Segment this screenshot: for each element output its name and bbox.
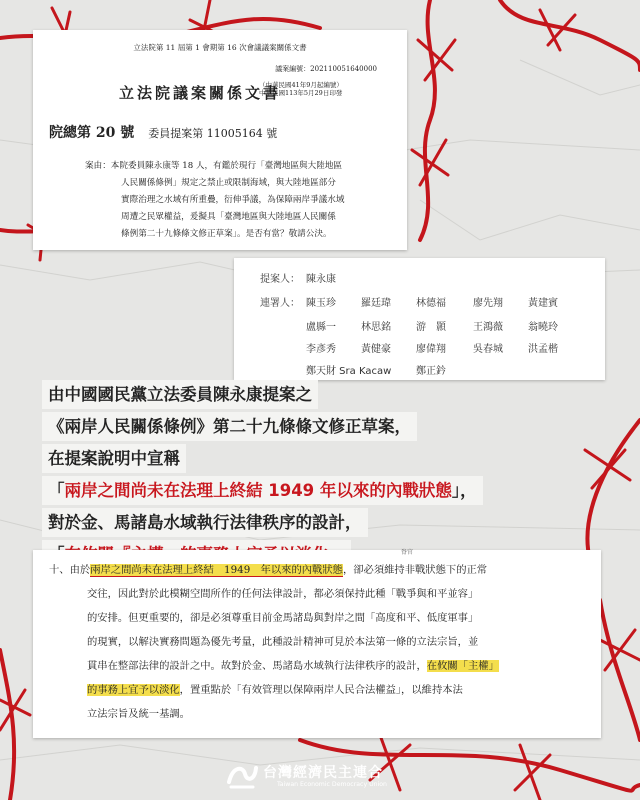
logo-mark-icon [225, 760, 259, 790]
org-name: 台灣經濟民主連合 [263, 765, 383, 781]
quote-line-2: 《兩岸人民關係條例》第二十九條條文修正草案， [42, 412, 417, 441]
subject-line: 實際治理之水域有所重疊，衍伸爭議，為保障兩岸爭議水域 [121, 195, 345, 205]
cosigner-name: 林思銘 [361, 322, 391, 333]
quote-line-3: 在提案說明中宣稱 [42, 444, 186, 473]
cosigner-name: 廖偉翔 [416, 344, 446, 355]
cosigner-name: 吳春城 [473, 344, 503, 355]
explanation-line: 交往，因此對於此模糊空間所作的任何法律設計，都必須保持此種「戰爭與和平並容」 [87, 588, 479, 600]
cosigner-name: 林德福 [416, 298, 446, 309]
cosigner-name: 李彥秀 [306, 344, 336, 355]
subject-line: 案由：本院委員陳永康等 18 人，有鑑於現行「臺灣地區與大陸地區 [85, 161, 343, 171]
bill-document-header [33, 30, 407, 250]
explanation-text: ，卻必須維持非戰狀態下的正常 [342, 564, 488, 576]
proposer-list [234, 258, 605, 380]
quote-callout [42, 380, 483, 572]
cosigner-name: 盧縣一 [306, 322, 336, 333]
document-number [49, 122, 277, 142]
explanation-line [49, 678, 589, 702]
explanation-text: ，置重點於「有效管理以保障兩岸人民合法權益」，以維持本法 [179, 684, 463, 696]
date-line-1: （中華民國41年9月起編號） [259, 81, 343, 89]
general-number: 院總第 20 號 [49, 125, 135, 141]
cosigner-name: 陳玉珍 [306, 298, 336, 309]
explanation-line [49, 654, 589, 678]
highlighted-phrase: 的事務上宜予以淡化 [87, 684, 180, 696]
explanation-line: 的安排。但更重要的，卻是必須尊重目前金馬諸島與對岸之間「高度和平、低度軍事」 [87, 612, 479, 624]
cosigner-name: 黃健豪 [361, 344, 391, 355]
document-date [259, 81, 343, 97]
subject-line: 人民關係條例」規定之禁止或限制海域，與大陸地區部分 [121, 178, 336, 188]
explanation-text: 十、由於 [49, 564, 91, 576]
quote-open: 「 [48, 481, 65, 500]
cosigner-name: 鄭天財 Sra Kacaw [306, 366, 392, 377]
highlighted-phrase: 在攸關「主權」 [426, 660, 499, 672]
session-header: 立法院第 11 屆第 1 會期第 16 次會議議案關係文書 [133, 43, 307, 52]
org-name-english: Taiwan Economic Democracy Union [277, 781, 387, 788]
cosigner-name: 游 顥 [416, 322, 446, 333]
bill-explanation-excerpt [33, 550, 601, 738]
cosigner-name: 王鴻薇 [473, 322, 503, 333]
proposal-number: 委員提案第 11005164 號 [148, 127, 278, 140]
explanation-body [49, 558, 589, 726]
quote-line-1: 由中國國民黨立法委員陳永康提案之 [42, 380, 318, 409]
quote-claim-civil-war: 兩岸之間尚未在法理上終結 1949 年以來的內戰狀態 [64, 481, 452, 500]
date-line-2: 中華民國113年5月29日印發 [259, 89, 343, 97]
subject-line: 條例第二十九條條文修正草案」。是否有當？敬請公決。 [121, 229, 332, 239]
cosigner-name: 廖先翔 [473, 298, 503, 309]
subject-line: 周遭之民眾權益，爰擬具「臺灣地區與大陸地區人民關係 [121, 212, 336, 222]
explanation-line: 立法宗旨及統一基調。 [87, 708, 190, 720]
cosigner-name: 黃建賓 [528, 298, 558, 309]
cosigner-name: 鄭正鈐 [416, 366, 446, 377]
document-title: 立法院議案關係文書 [119, 84, 282, 102]
margin-note: 脊官 [400, 549, 413, 556]
explanation-line: 的現實，以解決實務問題為優先考量，此種設計精神可見於本法第一條的立法宗旨，並 [87, 636, 479, 648]
cosigner-name: 翁曉玲 [528, 322, 558, 333]
cosigner-name: 羅廷瑋 [361, 298, 391, 309]
proposer-name: 陳永康 [306, 274, 336, 285]
cosigner-name: 洪孟楷 [528, 344, 558, 355]
organization-logo [225, 760, 425, 792]
bill-code: 議案編號：202110051640000 [275, 65, 377, 73]
quote-close: 」， [451, 481, 477, 500]
cosigner-label: 連署人： [260, 298, 300, 309]
quote-line-5: 對於金、馬諸島水域執行法律秩序的設計， [42, 508, 368, 537]
explanation-text: 貫串在整部法律的設計之中。故對於金、馬諸島水域執行法律秩序的設計， [87, 660, 427, 672]
quote-line-4 [42, 476, 483, 505]
highlighted-phrase: 兩岸之間尚未在法理上終結 1949 年以來的內戰狀態 [90, 564, 343, 576]
proposer-label: 提案人： [260, 274, 300, 285]
explanation-line [49, 558, 589, 582]
bill-subject [85, 158, 385, 243]
